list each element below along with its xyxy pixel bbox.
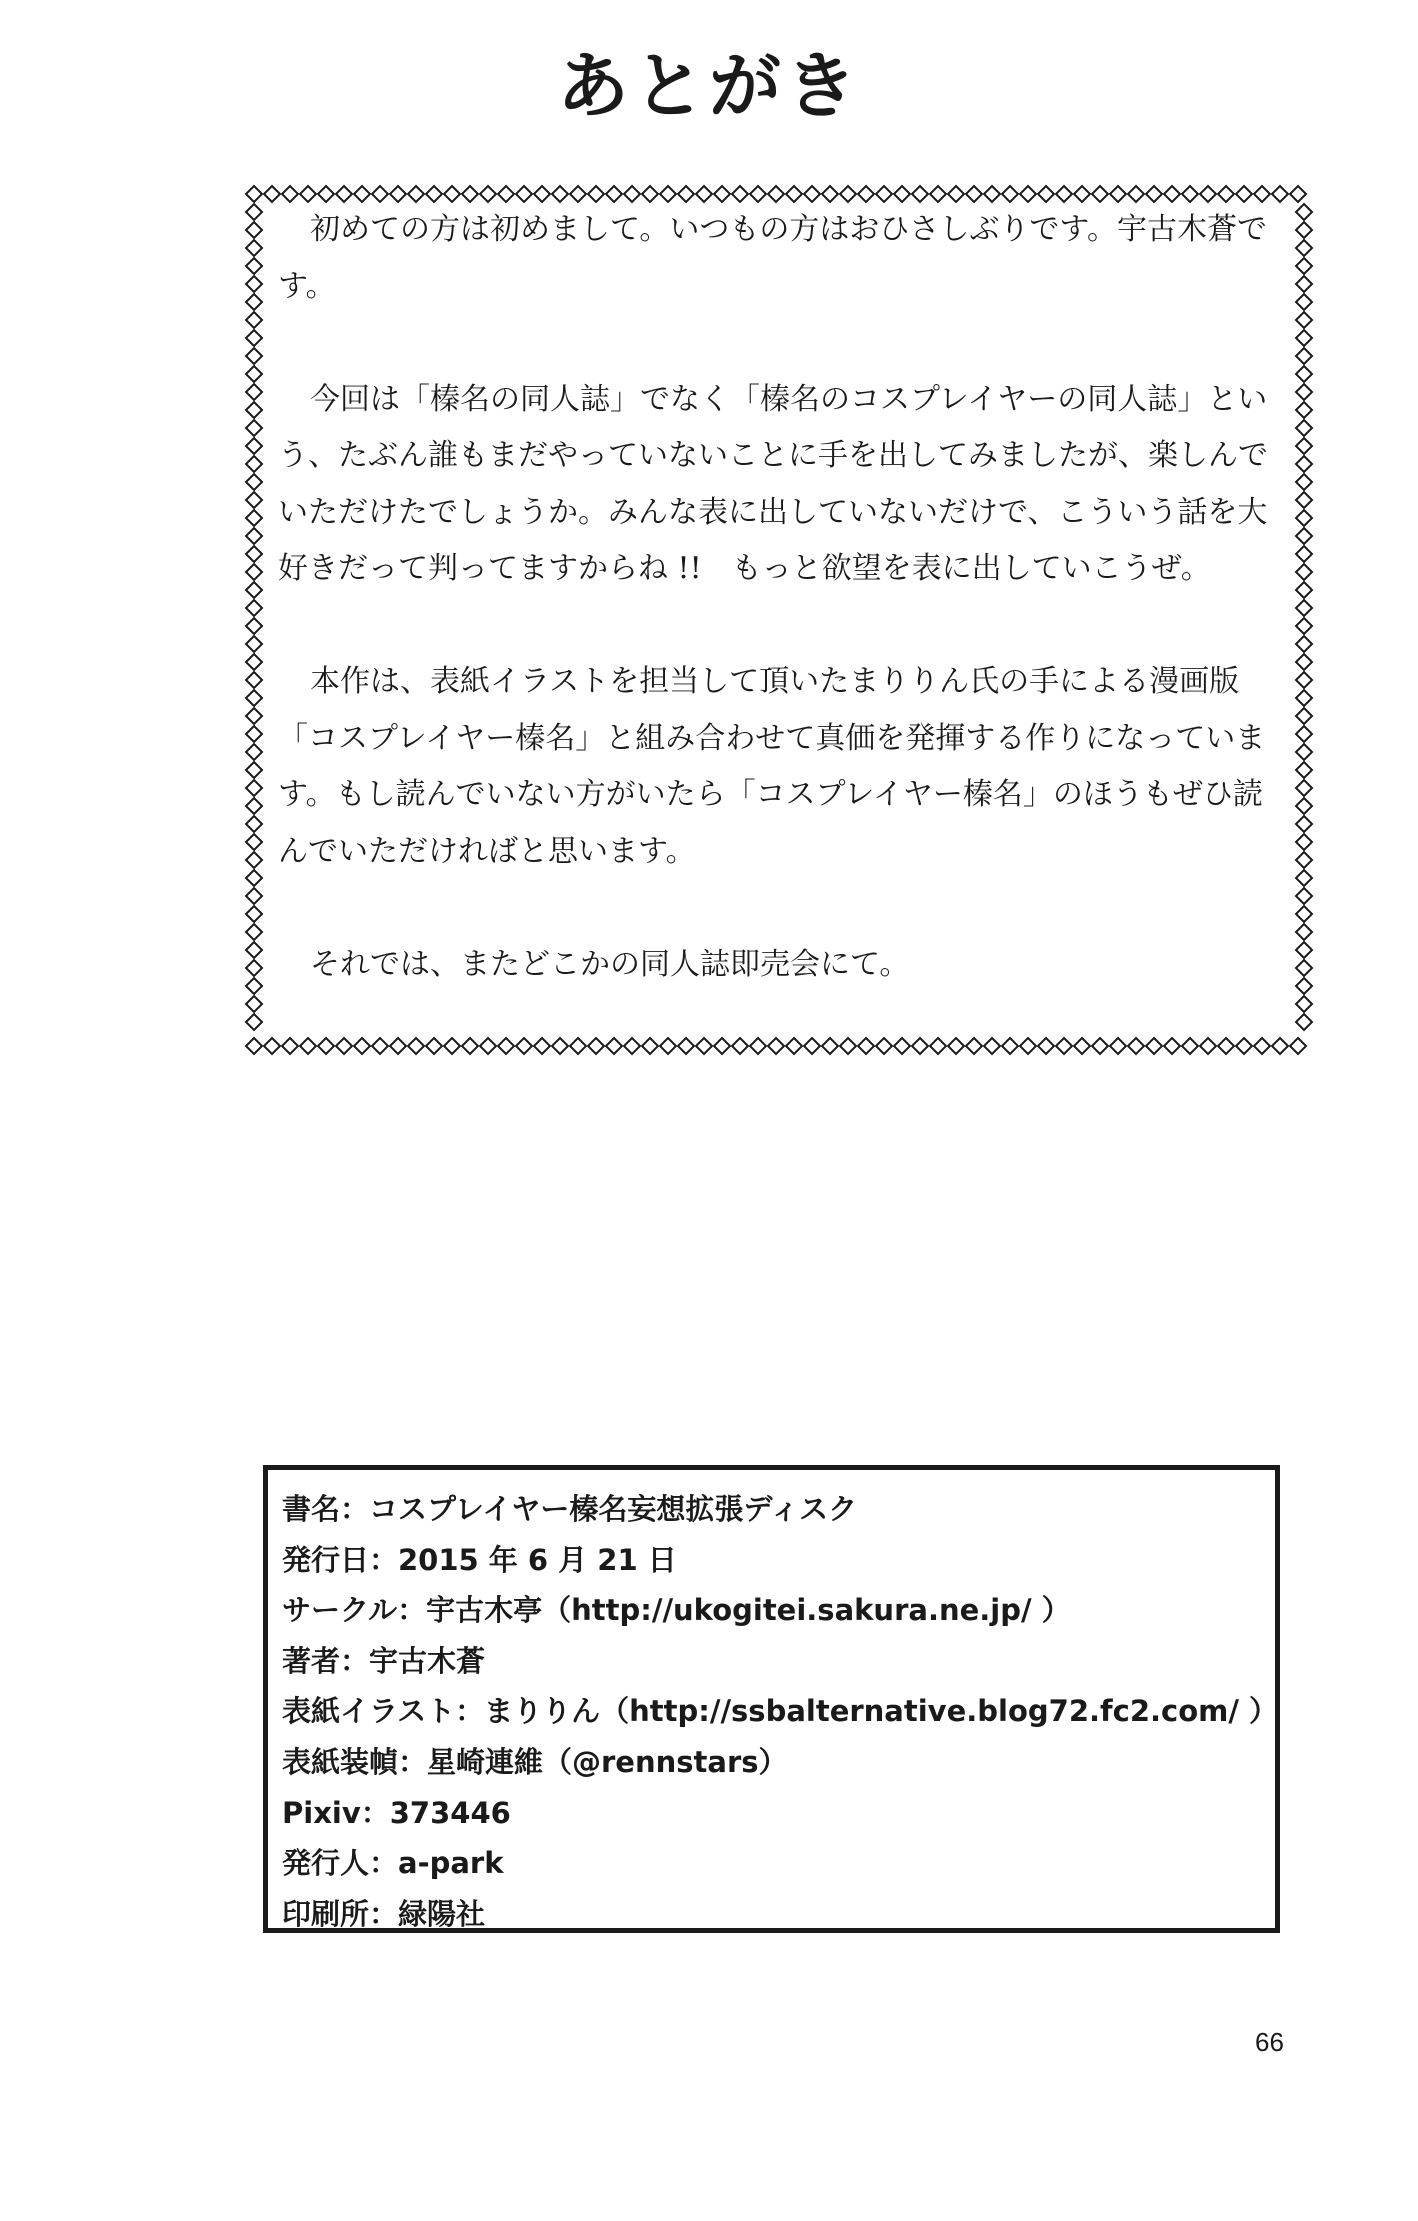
colophon-circle: サークル：宇古木亭（http://ukogitei.sakura.ne.jp/ ） [282, 1593, 1071, 1628]
colophon-box [263, 1465, 1280, 1933]
colophon-author: 著者：宇古木蒼 [282, 1643, 486, 1678]
colophon-pixiv: Pixiv：373446 [282, 1795, 511, 1830]
colophon-cover-illustration: 表紙イラスト：まりりん（http://ssbalternative.blog72.fc2.com/ ） [282, 1694, 1279, 1729]
colophon-book-title: 書名：コスプレイヤー榛名妄想拡張ディスク [282, 1492, 858, 1526]
page-number: 66 [1255, 2027, 1284, 2057]
colophon-publisher: 発行人：a-park [282, 1846, 504, 1881]
colophon-cover-design: 表紙装幀：星崎連維（@rennstars） [282, 1744, 788, 1779]
afterword-paragraph: 今回は「榛名の同人誌」でなく「榛名のコスプレイヤーの同人誌」という、たぶん誰もまだやっていないことに手を出してみましたが、楽しんでいただけたでしょうか。みんな表に出していないだけで、こういう話を大好きだって判ってますからね !! もっと欲望を表に出していこうぜ。 [278, 381, 1268, 586]
afterword-paragraph: それでは、またどこかの同人誌即売会にて。 [310, 946, 910, 982]
afterword-paragraph: 初めての方は初めまして。いつもの方はおひさしぶりです。宇古木蒼です。 [278, 212, 1267, 304]
afterword-body [278, 202, 1288, 993]
colophon-publish-date: 発行日：2015 年 6 月 21 日 [282, 1542, 677, 1577]
page-title: あとがき [556, 44, 861, 128]
colophon-printer: 印刷所：緑陽社 [282, 1896, 486, 1931]
afterword-paragraph: 本作は、表紙イラストを担当して頂いたまりりん氏の手による漫画版「コスプレイヤー榛名」と組み合わせて真価を発揮する作りになっています。もし読んでいない方がいたら「コスプレイヤー榛名」のほうもぜひ読んでいただければと思います。 [278, 664, 1266, 869]
